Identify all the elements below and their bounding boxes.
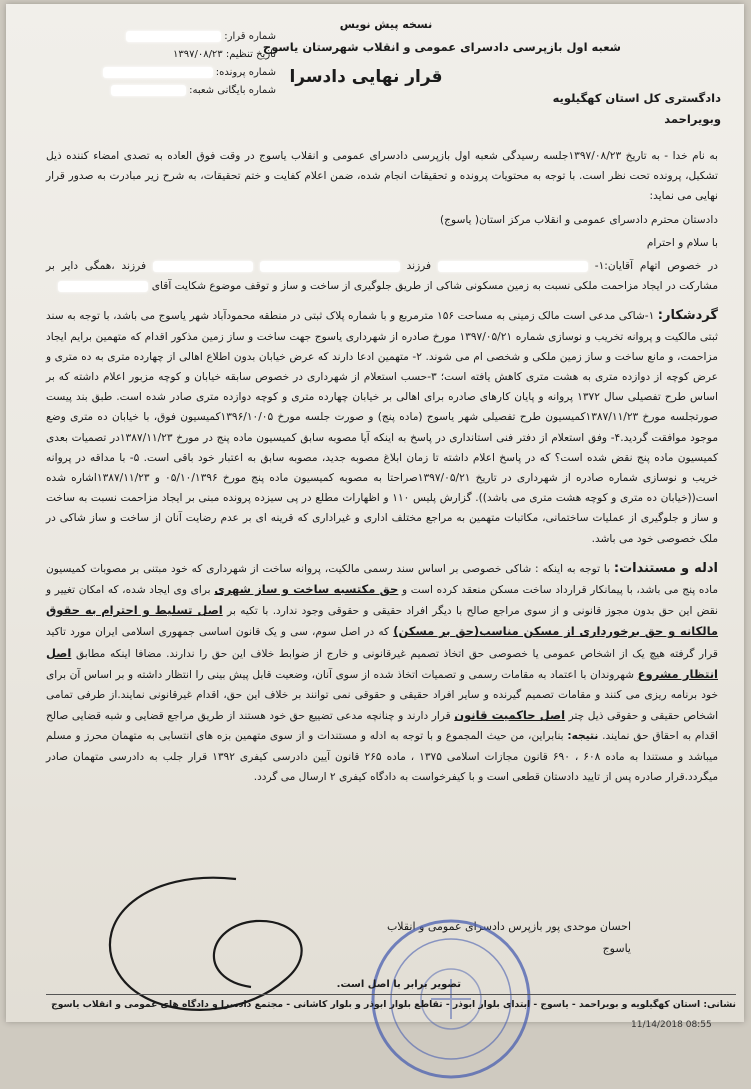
page-footer <box>46 994 736 1012</box>
dadgostari-line-2: وبویراحمد <box>664 112 721 126</box>
redaction-box <box>438 261 588 272</box>
intro-paragraph: به نام خدا - به تاریخ ۱۳۹۷/۰۸/۲۳جلسه رسیدگی شعبه اول بازپرسی دادسرای عمومی و انقلاب یاسوج در وقت فوق العاده به تصدی امضاء کننده ذیل تشکیل، پرونده تحت نظر است. با توجه به محتویات پرونده و تحقیقات انجام شده، ضمن اعلام کفایت و ختم تحقیقات، به شرح زیر مبادرت به صدور قرار نهایی می نماید: <box>46 150 718 203</box>
archive-number <box>36 82 276 100</box>
document-page <box>6 4 744 1030</box>
addressee: دادستان محترم دادسرای عمومی و انقلاب مرکز استان( یاسوج) <box>440 213 718 226</box>
gardeshkar-heading: گردشکار: <box>657 308 718 324</box>
result-heading: نتیجه: <box>567 730 599 743</box>
redaction-box <box>58 281 148 292</box>
scan-timestamp: 11/14/2018 08:55 <box>631 1020 712 1030</box>
decision-number <box>36 28 276 46</box>
document-body <box>46 146 718 790</box>
draft-label: نسخه پیش نویس <box>339 18 433 31</box>
issue-date-value: ۱۳۹۷/۰۸/۲۳ <box>172 49 223 60</box>
emphasis-rule-of-law: اصل حاکمیت قانون <box>454 708 566 723</box>
redaction-box <box>153 261 253 272</box>
evidence-text-5: قرار دارند و چنانچه مدعی تضییع حق خود هستند از طریق مراجع قضایی و شبه قضایی صالح اقدام به احقاق حق نمایند. <box>46 710 718 743</box>
evidence-text-3: که در اصل سوم، سی و یک قانون اساسی جمهوری اسلامی ایران مورد تاکید قرار گرفته هیچ یک از اشخاص عمومی یا خصوصی حق اتخاذ تصمیم غیرقانونی و خارج از ضوابط خلاف این حق را ندارند. مضافا اینکه مطابق <box>46 626 718 660</box>
document-title: قرار نهایی دادسرا <box>289 67 443 87</box>
gardeshkar-text: ۱-شاکی مدعی است مالک زمینی به مساحت ۱۵۶ مترمربع و با شماره پلاک ثبتی در منطقه محمودآباد شهر یاسوج می باشد، با توجه به سند ثبتی مالکیت و پروانه تخریب و نوسازی شماره ۱۳۹۷/۰۵/۲۱ مورخ صادره از شهرداری یاسوج جهت ساخت و ساز زمین مذکور اقدام که متهمین برایم ایجاد مزاحمت، و مانع ساخت و ساز زمین ملکی و شخصی ام می شوند. ۲- متهمین ادعا دارند که عرض خیابان بدون اطلاع اهالی از چهارده متری به ده متری و عرض کوچه از دوازده متری به هشت متری کاهش یافته است؛ ۳-حسب استعلام از شهرداری در خصوص سابقه خیابان و کوچه مزبور اعلام داشته که بر اساس طرح تفصیلی سال ۱۳۷۲ پروانه و پایان کارهای صادره برای اهالی بر خیابان چهارده متری و کوچه دوازده متری صادر شده است. طبق بند پیست صورتجلسه مورخ ۱۳۸۷/۱۱/۲۳کمیسیون طرح تفصیلی شهر یاسوج (ماده پنج) و صورت جلسه مورخ ۱۳۹۶/۱۰/۰۵کمیسیون فوق، با خیابان ده متری وضع موجود موافقت گردید.۴- وفق استعلام از دفتر فنی استانداری در پاسخ به اینکه آیا مصوبه سابق کمیسیون ماده پنج در مورخ ۱۳۸۷/۱۱/۲۳در تصمیات بعدی کمیسیون ماده پنج نقض شده است؟ که در پاسخ اعلام داشته تا زمان ابلاغ مصوبه جدید، مصوبه سابق به اعتبار خود باقی است. ۵- با مداقه در پروانه خریب و نوسازی شماره صادره از شهرداری در تاریخ ۱۳۹۷/۰۵/۲۱صراحتا به مصوبه کمیسیون ماده پنج مورخ ۰۵/۱۰/۱۳۹۶ و ۱۳۸۷/۱۱/۲۳اشاره شده است((خیابان ده متری و کوچه هشت متری می باشد)). گزارش پلیس ۱۱۰ و اظهارات مطلع در پی سیزده پرونده مبنی بر ایجاد مزاحمت نسبت به ساخت و ساز و جلوگیری از عملیات ساختمانی، مکاتبات متهمین به مراجع مختلف اداری و غیراداری که قرینه ای بر عدم رضایت آنان از ساخت و ساز شاکی در ملک خصوصی خود می باشد. <box>46 310 719 545</box>
certified-copy-note: تصویر برابر با اصل است. <box>336 979 461 990</box>
emphasis-legitimate-expectation: اصل انتظار مشروع <box>46 645 718 681</box>
redaction-box <box>103 67 213 78</box>
case-number-label: شماره پرونده: <box>215 67 276 78</box>
decision-number-label: شماره قرار: <box>224 31 276 42</box>
evidence-text-1: با توجه به اینکه : شاکی خصوصی بر اساس سند رسمی مالکیت، پروانه ساخت از شهرداری که خود مبتنی بر مصوبات کمیسیون ماده پنج می باشد، با پیمانکار قرارداد ساخت مسکن منعقد کرده است و <box>46 562 719 597</box>
evidence-paragraph <box>46 559 718 787</box>
issue-date <box>36 46 276 64</box>
footer-address: نشانی: استان کهگیلویه و بویراحمد - یاسوج - ابتدای بلوار ابوذر - تقاطع بلوار ابوذر و بلوار کاشانی - مجتمع دادسرا و دادگاه های عمومی و انقلاب یاسوج <box>51 999 736 1010</box>
archive-number-label: شماره بایگانی شعبه: <box>189 85 276 96</box>
greeting: با سلام و احترام <box>646 236 718 249</box>
accused-intro: در خصوص اتهام آقایان:۱- <box>594 260 718 273</box>
dadgostari-line-1: دادگستری کل استان کهگیلویه <box>552 91 721 105</box>
signatory-city: یاسوج <box>602 942 631 955</box>
evidence-text-2: برای وی ایجاد شده، که امکان تغییر و نقض این حق بدون مجوز قانونی و از سوی مراجع صالح با دیگر افراد حقیقی و حقوقی وجود ندارد. با تکیه بر <box>46 584 719 618</box>
evidence-text-6: بنابراین، من حیث المجموع و با توجه به ادله و مستندات و از سوی متهمین بزه های انتسابی به متهمان محرز و مسلم میباشد و مستندا به ماده ۶۰۸ ، ۶۹۰ قانون مجازات اسلامی ۱۳۷۵ ، ماده ۲۶۵ قانون آیین دادرسی کیفری ۱۳۹۲ قرار جلب به دادرسی متهمان صادر میگردد.قرار صادره پس از تایید دادستان قطعی است و با کیفرخواست به دادگاه کیفری ۲ ارسال می گردد. <box>46 730 719 783</box>
redaction-box <box>111 85 186 96</box>
emphasis-ownership-right: اصل تسلیط و احترام به حقوق مالکانه و حق برخورداری از مسکن مناسب(حق بر مسکن) <box>46 603 719 639</box>
accused-farzand: فرزند <box>406 260 432 273</box>
gardeshkar-paragraph <box>46 306 718 548</box>
document-meta <box>36 28 276 100</box>
evidence-text-4: شهروندان با اعتماد به مقامات رسمی و تصمیات اتخاذ شده از سوی آنان، وضعیت قابل پیش بینی را انتظار داشته و بر اساس آن برای خود برنامه ریزی می کنند و مقامات تصمیم گیرنده و سایر افراد حقیقی و حقوقی نمی توانند بر خلاف این حق، اقدام غیرقانونی نمایند.از طرفی تمامی اشخاص حقیقی و حقوقی ذیل چتر <box>46 668 719 723</box>
redaction-box <box>260 261 400 272</box>
accused-rest: فرزند ،همگی دایر بر مشارکت در ایجاد مزاحمت ملکی نسبت به زمین مسکونی شاکی از طریق جلوگیری از ساخت و ساز و توقف موضوع شکایت آقای <box>46 260 718 293</box>
dadgostari-heading <box>526 88 721 130</box>
accused-paragraph <box>46 256 718 296</box>
redaction-box <box>126 31 221 42</box>
emphasis-acquired-right: حق مکتسبه ساخت و ساز شهری <box>214 582 399 597</box>
case-number <box>36 64 276 82</box>
issue-date-label: تاریخ تنظیم: <box>225 49 276 60</box>
evidence-heading: ادله و مستندات: <box>613 560 718 576</box>
court-branch-title: شعبه اول بازپرسی دادسرای عمومی و انقلاب شهرستان یاسوج <box>262 40 621 54</box>
signatory-name: احسان موحدی پور بازپرس دادسرای عمومی و انقلاب <box>386 920 631 933</box>
